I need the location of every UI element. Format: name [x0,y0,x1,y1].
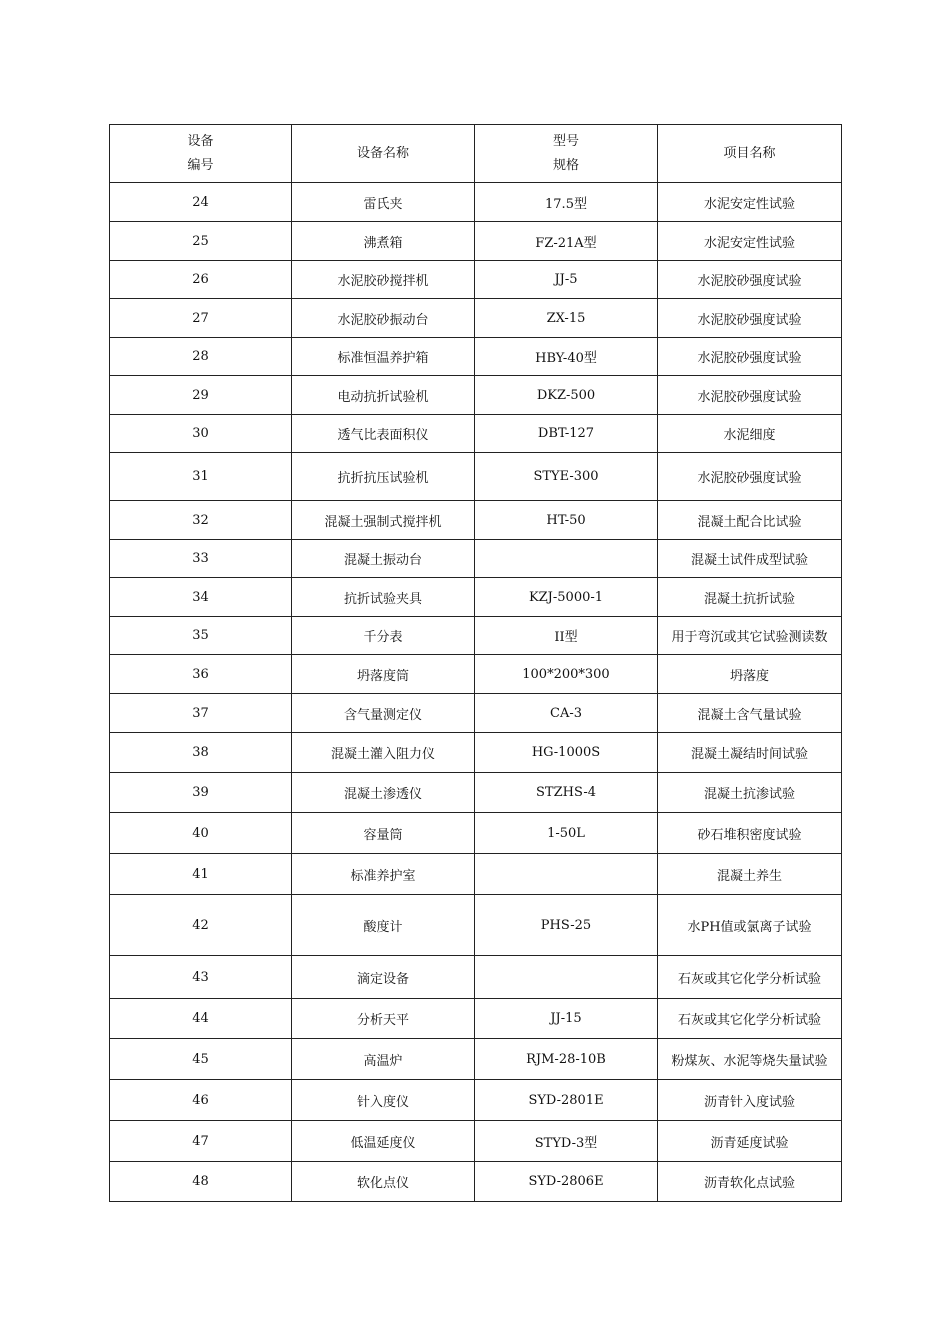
cell-model: DKZ-500 [475,376,658,415]
cell-name: 酸度计 [292,895,475,956]
table-body [110,183,842,1202]
cell-name: 混凝土强制式搅拌机 [292,501,475,540]
cell-project: 沥青针入度试验 [658,1080,842,1121]
cell-project: 石灰或其它化学分析试验 [658,999,842,1039]
cell-name: 水泥胶砂搅拌机 [292,261,475,299]
cell-model [475,540,658,578]
cell-no: 42 [110,895,292,956]
cell-no: 28 [110,338,292,376]
cell-name: 混凝土振动台 [292,540,475,578]
header-equipment-no-line1: 设备 [187,133,214,149]
cell-model: HG-1000S [475,733,658,773]
cell-project: 水泥细度 [658,415,842,453]
cell-no: 29 [110,376,292,415]
header-model-line2: 规格 [552,157,579,173]
table-row [110,956,842,999]
cell-name: 标准养护室 [292,854,475,895]
header-equipment-no-line2: 编号 [187,157,214,173]
table-row [110,1121,842,1162]
table-row [110,578,842,617]
cell-name: 容量筒 [292,813,475,854]
table-row [110,501,842,540]
cell-project: 混凝土含气量试验 [658,694,842,733]
cell-no: 47 [110,1121,292,1162]
table-row [110,415,842,453]
cell-project: 粉煤灰、水泥等烧失量试验 [658,1039,842,1080]
cell-name: 标准恒温养护箱 [292,338,475,376]
cell-project: 水泥胶砂强度试验 [658,338,842,376]
cell-model: FZ-21A型 [475,222,658,261]
cell-no: 40 [110,813,292,854]
cell-name: 水泥胶砂振动台 [292,299,475,338]
cell-project: 混凝土凝结时间试验 [658,733,842,773]
cell-model: CA-3 [475,694,658,733]
cell-no: 44 [110,999,292,1039]
table-row [110,773,842,813]
cell-model: RJM-28-10B [475,1039,658,1080]
table-row [110,694,842,733]
cell-model: 17.5型 [475,183,658,222]
table-row [110,183,842,222]
table-row [110,999,842,1039]
cell-name: 抗折抗压试验机 [292,453,475,501]
cell-name: 千分表 [292,617,475,655]
header-model-spec [475,125,658,183]
cell-no: 45 [110,1039,292,1080]
cell-project: 水泥安定性试验 [658,222,842,261]
cell-name: 高温炉 [292,1039,475,1080]
cell-project: 混凝土试件成型试验 [658,540,842,578]
cell-name: 混凝土渗透仪 [292,773,475,813]
cell-name: 针入度仪 [292,1080,475,1121]
cell-no: 34 [110,578,292,617]
cell-no: 27 [110,299,292,338]
cell-name: 低温延度仪 [292,1121,475,1162]
cell-name: 雷氏夹 [292,183,475,222]
header-project-name: 项目名称 [658,125,842,183]
cell-project: 水泥安定性试验 [658,183,842,222]
table-row [110,453,842,501]
cell-model: JJ-5 [475,261,658,299]
table-row [110,733,842,773]
table-row [110,1162,842,1202]
cell-no: 25 [110,222,292,261]
cell-model: 100*200*300 [475,655,658,694]
cell-name: 分析天平 [292,999,475,1039]
table-row [110,854,842,895]
equipment-table [109,124,842,1202]
cell-project: 沥青软化点试验 [658,1162,842,1202]
cell-no: 48 [110,1162,292,1202]
cell-project: 混凝土抗渗试验 [658,773,842,813]
cell-project: 水泥胶砂强度试验 [658,261,842,299]
cell-no: 36 [110,655,292,694]
cell-model [475,956,658,999]
cell-project: 混凝土抗折试验 [658,578,842,617]
cell-project: 沥青延度试验 [658,1121,842,1162]
cell-no: 38 [110,733,292,773]
cell-name: 抗折试验夹具 [292,578,475,617]
header-model-line1: 型号 [552,133,579,149]
cell-no: 31 [110,453,292,501]
cell-name: 坍落度筒 [292,655,475,694]
table-row [110,1080,842,1121]
table-row [110,617,842,655]
header-equipment-name: 设备名称 [292,125,475,183]
cell-no: 30 [110,415,292,453]
cell-project: 砂石堆积密度试验 [658,813,842,854]
cell-project: 水泥胶砂强度试验 [658,453,842,501]
cell-no: 39 [110,773,292,813]
cell-model: HBY-40型 [475,338,658,376]
cell-no: 26 [110,261,292,299]
cell-name: 电动抗折试验机 [292,376,475,415]
table-row [110,261,842,299]
cell-model: KZJ-5000-1 [475,578,658,617]
cell-model: HT-50 [475,501,658,540]
table-row [110,540,842,578]
cell-name: 含气量测定仪 [292,694,475,733]
cell-model: PHS-25 [475,895,658,956]
cell-project: 混凝土配合比试验 [658,501,842,540]
table-row [110,222,842,261]
cell-no: 32 [110,501,292,540]
cell-name: 透气比表面积仪 [292,415,475,453]
cell-project: 用于弯沉或其它试验测读数 [658,617,842,655]
cell-name: 混凝土灌入阻力仪 [292,733,475,773]
cell-model: SYD-2806E [475,1162,658,1202]
cell-name: 软化点仪 [292,1162,475,1202]
table-row [110,813,842,854]
cell-model: II型 [475,617,658,655]
cell-project: 水泥胶砂强度试验 [658,376,842,415]
table-row [110,655,842,694]
cell-name: 沸煮箱 [292,222,475,261]
table-row [110,376,842,415]
cell-no: 37 [110,694,292,733]
cell-no: 41 [110,854,292,895]
cell-no: 43 [110,956,292,999]
cell-model: STZHS-4 [475,773,658,813]
cell-model: JJ-15 [475,999,658,1039]
table-row [110,299,842,338]
cell-no: 46 [110,1080,292,1121]
cell-model [475,854,658,895]
cell-no: 33 [110,540,292,578]
cell-no: 24 [110,183,292,222]
cell-project: 水PH值或氯离子试验 [658,895,842,956]
cell-model: STYD-3型 [475,1121,658,1162]
cell-name: 滴定设备 [292,956,475,999]
table-row [110,338,842,376]
cell-model: 1-50L [475,813,658,854]
table-row [110,1039,842,1080]
table-row [110,895,842,956]
cell-project: 混凝土养生 [658,854,842,895]
cell-model: DBT-127 [475,415,658,453]
cell-model: STYE-300 [475,453,658,501]
cell-model: ZX-15 [475,299,658,338]
cell-project: 坍落度 [658,655,842,694]
cell-no: 35 [110,617,292,655]
header-row [110,125,842,183]
cell-model: SYD-2801E [475,1080,658,1121]
cell-project: 水泥胶砂强度试验 [658,299,842,338]
cell-project: 石灰或其它化学分析试验 [658,956,842,999]
header-equipment-no [110,125,292,183]
